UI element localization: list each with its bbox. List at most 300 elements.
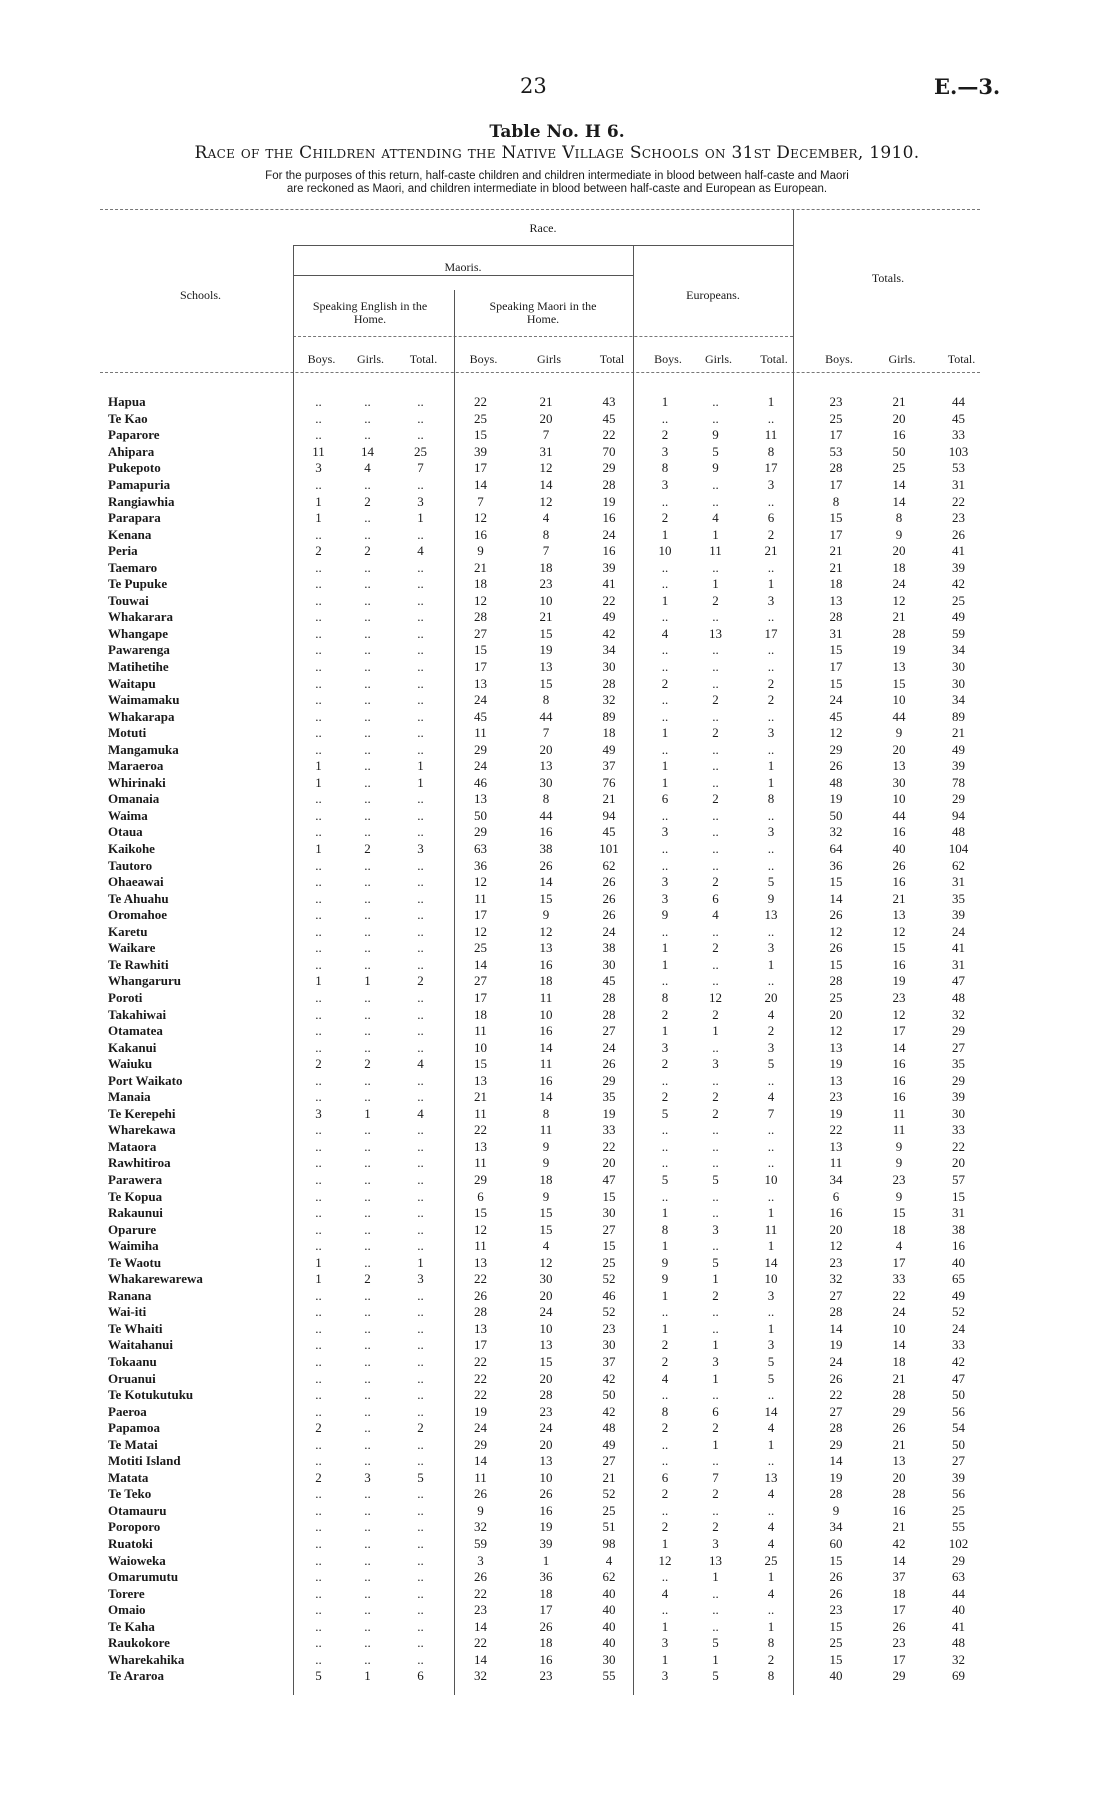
count-cell: ..	[417, 1039, 424, 1055]
count-cell: 3	[364, 1469, 371, 1485]
count-cell: 17	[474, 1337, 487, 1353]
count-cell: ..	[661, 576, 669, 592]
count-cell: 11	[539, 1056, 553, 1072]
count-cell: ..	[364, 824, 371, 840]
count-cell: 16	[892, 1089, 906, 1105]
count-cell: 15	[602, 1188, 616, 1204]
count-cell: ..	[417, 923, 424, 939]
count-cell: 4	[895, 1238, 903, 1254]
count-cell: ..	[364, 774, 371, 790]
count-cell: 7	[712, 1469, 719, 1485]
school-name: Ranana	[108, 1287, 152, 1303]
count-cell: ..	[364, 526, 371, 542]
count-cell: 31	[952, 874, 965, 890]
count-cell: 3	[767, 1287, 775, 1303]
count-cell: ..	[315, 725, 322, 741]
count-cell: 9	[661, 907, 669, 923]
count-cell: 9	[712, 427, 719, 443]
school-name: Rawhitiroa	[108, 1155, 171, 1171]
count-cell: 22	[474, 1585, 487, 1601]
count-cell: 22	[474, 394, 487, 410]
count-cell: ..	[364, 1585, 371, 1601]
count-cell: 27	[952, 1453, 965, 1469]
count-cell: 8	[661, 1403, 669, 1419]
count-cell: ..	[712, 1453, 719, 1469]
count-cell: 11	[892, 1122, 906, 1138]
school-name: Te Teko	[108, 1486, 152, 1502]
count-cell: ..	[315, 1519, 322, 1535]
count-cell: 28	[829, 1304, 843, 1320]
count-cell: 53	[829, 443, 843, 459]
table-row	[108, 924, 987, 941]
count-cell: 42	[952, 1353, 965, 1369]
count-cell: 1	[712, 1651, 719, 1667]
count-cell: ..	[315, 1072, 322, 1088]
count-cell: ..	[712, 609, 719, 625]
count-cell: 1	[661, 1238, 669, 1254]
count-cell: 28	[539, 1387, 553, 1403]
table-row	[108, 1569, 987, 1586]
school-name: Wharekahika	[108, 1651, 185, 1667]
count-cell: 3	[661, 443, 669, 459]
count-cell: ..	[417, 1536, 424, 1551]
count-cell: 38	[539, 841, 553, 857]
table-row	[108, 1585, 987, 1602]
school-name: Ruatoki	[108, 1536, 153, 1551]
count-cell: 35	[952, 1056, 965, 1072]
table-row	[108, 1238, 987, 1255]
count-cell: 35	[602, 1089, 616, 1105]
count-cell: ..	[712, 659, 719, 675]
count-cell: 17	[829, 659, 843, 675]
count-cell: 1	[542, 1552, 550, 1568]
count-cell: 2	[315, 1420, 322, 1436]
table-row	[108, 659, 987, 676]
count-cell: 15	[892, 940, 906, 956]
count-cell: 12	[539, 493, 553, 509]
count-cell: 18	[474, 1006, 487, 1022]
school-name: Te Kotukutuku	[108, 1387, 194, 1403]
count-cell: 1	[712, 1271, 719, 1287]
school-name: Wai-iti	[108, 1304, 147, 1320]
count-cell: ..	[417, 807, 424, 823]
count-cell: 23	[892, 1171, 906, 1187]
count-cell: ..	[315, 1221, 322, 1237]
count-cell: 22	[474, 1122, 487, 1138]
count-cell: 1	[661, 1023, 669, 1039]
count-cell: 4	[417, 1056, 424, 1072]
count-cell: 18	[539, 559, 553, 575]
school-name: Raukokore	[108, 1635, 170, 1651]
school-name: Whangape	[108, 625, 168, 641]
count-cell: ..	[364, 890, 371, 906]
count-cell: 3	[767, 725, 775, 741]
count-cell: 62	[602, 857, 616, 873]
table-row	[108, 477, 987, 494]
table-row	[108, 1552, 987, 1569]
count-cell: 1	[661, 592, 669, 608]
count-cell: 3	[767, 940, 775, 956]
count-cell: ..	[417, 526, 424, 542]
count-cell: 22	[829, 1387, 843, 1403]
count-cell: 15	[829, 1552, 843, 1568]
count-cell: ..	[364, 989, 371, 1005]
table-row	[108, 427, 987, 444]
count-cell: 27	[829, 1287, 843, 1303]
table-row	[108, 758, 987, 775]
count-cell: 40	[952, 1602, 965, 1618]
count-cell: ..	[712, 642, 719, 658]
count-cell: 3	[712, 1536, 719, 1551]
count-cell: ..	[712, 1387, 719, 1403]
count-cell: 2	[767, 526, 775, 542]
count-cell: 20	[539, 1370, 553, 1386]
count-cell: 98	[602, 1536, 616, 1551]
school-name: Matihetihe	[108, 659, 169, 675]
count-cell: ..	[661, 410, 669, 426]
count-cell: 4	[712, 510, 719, 526]
count-cell: 16	[892, 1072, 906, 1088]
count-cell: 63	[474, 841, 487, 857]
table-row	[108, 692, 987, 709]
count-cell: 14	[892, 493, 906, 509]
count-cell: 52	[952, 1304, 965, 1320]
count-cell: 2	[712, 874, 719, 890]
school-name: Whirinaki	[108, 774, 166, 790]
count-cell: 30	[602, 1651, 616, 1667]
count-cell: ..	[712, 394, 719, 410]
count-cell: 10	[892, 692, 906, 708]
school-name: Waitapu	[108, 675, 156, 691]
count-cell: 18	[602, 725, 616, 741]
count-cell: ..	[315, 576, 322, 592]
count-cell: 26	[892, 1618, 906, 1634]
count-cell: 3	[661, 1039, 669, 1055]
count-cell: 26	[602, 890, 616, 906]
count-cell: 25	[474, 410, 487, 426]
count-cell: ..	[315, 659, 322, 675]
school-name: Parapara	[108, 510, 161, 526]
table-row	[108, 1370, 987, 1387]
count-cell: ..	[661, 1072, 669, 1088]
count-cell: ..	[712, 741, 719, 757]
count-cell: 25	[829, 989, 843, 1005]
count-cell: 42	[952, 576, 965, 592]
count-cell: ..	[364, 1453, 371, 1469]
count-cell: 29	[952, 1023, 965, 1039]
count-cell: ..	[364, 576, 371, 592]
count-cell: 102	[948, 1536, 969, 1551]
count-cell: 39	[952, 559, 965, 575]
table-row	[108, 593, 987, 610]
count-cell: 23	[829, 394, 843, 410]
count-cell: 4	[767, 1486, 775, 1502]
count-cell: 12	[539, 460, 553, 476]
count-cell: 16	[952, 1238, 965, 1254]
count-cell: 20	[539, 1287, 553, 1303]
count-cell: ..	[315, 1651, 322, 1667]
count-cell: 1	[767, 774, 775, 790]
count-cell: ..	[417, 1006, 424, 1022]
count-cell: ..	[767, 1304, 775, 1320]
count-cell: 19	[602, 493, 616, 509]
count-cell: 13	[764, 1469, 778, 1485]
count-cell: 46	[474, 774, 487, 790]
table-note	[100, 170, 1014, 196]
count-cell: ..	[364, 1238, 371, 1254]
count-cell: 3	[767, 1039, 775, 1055]
count-cell: 15	[829, 956, 843, 972]
count-cell: 6	[712, 1403, 719, 1419]
count-cell: 9	[542, 1138, 550, 1154]
count-cell: ..	[712, 923, 719, 939]
count-cell: 1	[661, 774, 669, 790]
count-cell: ..	[767, 923, 775, 939]
table-row	[108, 1023, 987, 1040]
count-cell: 65	[952, 1271, 965, 1287]
table-row	[108, 510, 987, 527]
count-cell: 35	[952, 890, 965, 906]
count-cell: 14	[539, 1039, 553, 1055]
count-cell: ..	[364, 1205, 371, 1221]
school-name: Waimiha	[108, 1238, 159, 1254]
count-cell: 13	[539, 1453, 553, 1469]
count-cell: 70	[602, 443, 616, 459]
count-cell: 1	[712, 526, 719, 542]
count-cell: ..	[364, 675, 371, 691]
table-row	[108, 559, 987, 576]
count-cell: 45	[602, 824, 616, 840]
count-cell: 42	[602, 625, 616, 641]
count-cell: 18	[474, 576, 487, 592]
count-cell: 3	[315, 1105, 322, 1121]
count-cell: ..	[315, 410, 322, 426]
table-row	[108, 808, 987, 825]
count-cell: 21	[539, 609, 553, 625]
table-row	[108, 1006, 987, 1023]
count-cell: 9	[895, 1155, 903, 1171]
table-row	[108, 444, 987, 461]
count-cell: 9	[477, 1502, 484, 1518]
count-cell: ..	[364, 477, 371, 492]
count-cell: 29	[952, 1072, 965, 1088]
count-cell: ..	[417, 559, 424, 575]
count-cell: 36	[539, 1569, 553, 1585]
count-cell: 17	[829, 477, 843, 492]
school-name: Papamoa	[108, 1420, 160, 1436]
count-cell: 14	[474, 1453, 487, 1469]
count-cell: 3	[661, 1668, 669, 1684]
count-cell: ..	[315, 1453, 322, 1469]
count-cell: 45	[952, 410, 965, 426]
count-cell: ..	[417, 410, 424, 426]
count-cell: ..	[364, 1635, 371, 1651]
count-cell: 28	[474, 1304, 487, 1320]
count-cell: ..	[417, 592, 424, 608]
count-cell: ..	[315, 1387, 322, 1403]
count-cell: 1	[712, 1569, 719, 1585]
count-cell: 20	[892, 410, 906, 426]
count-cell: ..	[315, 1353, 322, 1369]
count-cell: 7	[542, 543, 550, 559]
count-cell: 13	[709, 1552, 722, 1568]
count-cell: 21	[952, 725, 965, 741]
count-cell: 18	[539, 1635, 553, 1651]
count-cell: 29	[474, 824, 487, 840]
count-cell: ..	[661, 841, 669, 857]
school-name: Takahiwai	[108, 1006, 167, 1022]
count-cell: ..	[315, 874, 322, 890]
count-cell: 13	[539, 659, 553, 675]
count-cell: 28	[892, 1387, 906, 1403]
table-row	[108, 675, 987, 692]
count-cell: 1	[315, 1271, 322, 1287]
table-row	[108, 609, 987, 626]
count-cell: ..	[315, 1155, 322, 1171]
count-cell: 3	[712, 1353, 719, 1369]
count-cell: ..	[661, 642, 669, 658]
table-row	[108, 1188, 987, 1205]
count-cell: 34	[602, 642, 616, 658]
count-cell: 1	[661, 1205, 669, 1221]
count-cell: 41	[952, 940, 965, 956]
count-cell: 11	[764, 1221, 778, 1237]
count-cell: ..	[661, 1138, 669, 1154]
count-cell: ..	[417, 1188, 424, 1204]
count-cell: ..	[767, 642, 775, 658]
count-cell: 22	[602, 427, 616, 443]
count-cell: ..	[417, 1635, 424, 1651]
count-cell: 31	[829, 625, 843, 641]
school-name: Waimamaku	[108, 692, 180, 708]
count-cell: 18	[892, 1353, 906, 1369]
count-cell: 40	[602, 1602, 616, 1618]
count-cell: 62	[602, 1569, 616, 1585]
count-cell: 2	[661, 1089, 669, 1105]
table-row	[108, 411, 987, 428]
count-cell: 2	[661, 427, 669, 443]
count-cell: ..	[417, 857, 424, 873]
table-row	[108, 1039, 987, 1056]
count-cell: 7	[417, 460, 424, 476]
count-cell: 43	[602, 394, 616, 410]
count-cell: ..	[767, 1155, 775, 1171]
count-cell: ..	[712, 1205, 719, 1221]
count-cell: 4	[767, 1519, 775, 1535]
count-cell: ..	[315, 1122, 322, 1138]
count-cell: 89	[952, 708, 965, 724]
count-cell: 26	[892, 1420, 906, 1436]
count-cell: 33	[952, 1122, 965, 1138]
count-cell: ..	[315, 477, 322, 492]
count-cell: ..	[315, 1585, 322, 1601]
count-cell: ..	[364, 1420, 371, 1436]
count-cell: ..	[712, 410, 719, 426]
school-name: Ahipara	[108, 443, 155, 459]
schools-race-table	[108, 394, 987, 1685]
count-cell: 12	[658, 1552, 672, 1568]
school-name: Pamapuria	[108, 477, 171, 492]
count-cell: ..	[417, 609, 424, 625]
count-cell: 28	[474, 609, 487, 625]
count-cell: 4	[767, 1006, 775, 1022]
count-cell: 16	[602, 510, 616, 526]
count-cell: 4	[767, 1585, 775, 1601]
count-cell: 2	[364, 841, 371, 857]
count-cell: 2	[712, 1287, 719, 1303]
count-cell: ..	[417, 1453, 424, 1469]
count-cell: ..	[767, 1387, 775, 1403]
count-cell: 8	[767, 1668, 775, 1684]
count-cell: 50	[474, 807, 487, 823]
count-cell: 11	[474, 1469, 487, 1485]
count-cell: 5	[767, 1370, 775, 1386]
count-cell: 13	[474, 675, 487, 691]
table-row	[108, 460, 987, 477]
count-cell: ..	[417, 675, 424, 691]
count-cell: ..	[364, 659, 371, 675]
count-cell: 1	[315, 774, 322, 790]
count-cell: 4	[767, 1420, 775, 1436]
count-cell: ..	[364, 1403, 371, 1419]
count-cell: 49	[952, 741, 965, 757]
count-cell: 21	[892, 1519, 906, 1535]
count-cell: 22	[829, 1122, 843, 1138]
count-cell: 13	[539, 1337, 553, 1353]
count-cell: 26	[539, 857, 553, 873]
table-row	[108, 1254, 987, 1271]
school-name: Poroporo	[108, 1519, 161, 1535]
count-cell: ..	[417, 791, 424, 807]
count-cell: 44	[892, 807, 906, 823]
count-cell: 28	[892, 1486, 906, 1502]
count-cell: ..	[767, 410, 775, 426]
count-cell: 1	[661, 394, 669, 410]
count-cell: 2	[712, 1519, 719, 1535]
count-cell: ..	[417, 642, 424, 658]
count-cell: 54	[952, 1420, 965, 1436]
count-cell: 12	[474, 1221, 487, 1237]
school-name: Te Waotu	[108, 1254, 162, 1270]
count-cell: 9	[542, 907, 550, 923]
count-cell: 22	[474, 1353, 487, 1369]
count-cell: 2	[712, 1105, 719, 1121]
count-cell: ..	[417, 1502, 424, 1518]
school-name: Waioweka	[108, 1552, 166, 1568]
count-cell: ..	[417, 989, 424, 1005]
count-cell: ..	[315, 609, 322, 625]
table-row	[108, 1139, 987, 1156]
count-cell: ..	[315, 1188, 322, 1204]
table-row	[108, 841, 987, 858]
count-cell: 32	[829, 824, 843, 840]
count-cell: 16	[539, 1072, 553, 1088]
count-cell: 20	[829, 1006, 843, 1022]
count-cell: 1	[767, 394, 775, 410]
table-row	[108, 1056, 987, 1073]
count-cell: 53	[952, 460, 965, 476]
count-cell: 29	[474, 1171, 487, 1187]
count-cell: 18	[892, 559, 906, 575]
count-cell: 9	[895, 1188, 903, 1204]
page-number: 23	[520, 74, 547, 98]
count-cell: 24	[539, 1304, 553, 1320]
count-cell: 23	[474, 1602, 487, 1618]
count-cell: 16	[892, 956, 906, 972]
count-cell: 3	[767, 824, 775, 840]
count-cell: 19	[892, 973, 906, 989]
count-cell: 3	[661, 824, 669, 840]
